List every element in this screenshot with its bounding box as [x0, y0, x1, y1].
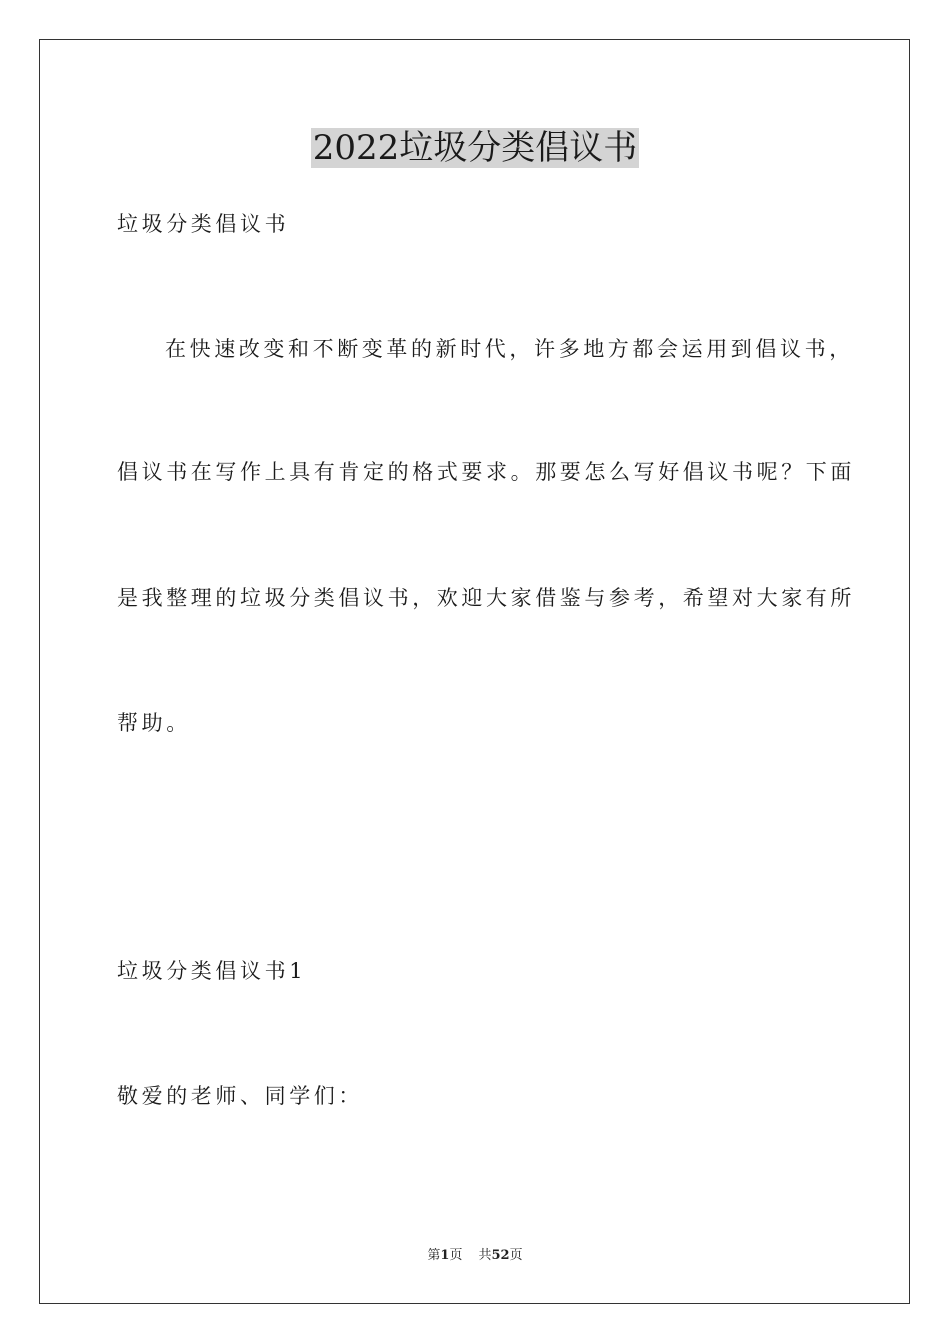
footer-page-prefix: 第 — [427, 1248, 441, 1263]
section-heading: 垃圾分类倡议书1 — [117, 959, 307, 983]
footer-total-prefix: 共 — [478, 1248, 492, 1263]
intro-paragraph-line-2: 倡议书在写作上具有肯定的格式要求。那要怎么写好倡议书呢？下面 — [117, 460, 855, 484]
intro-paragraph-line-1: 在快速改变和不断变革的新时代，许多地方都会运用到倡议书， — [165, 337, 854, 361]
footer-total-suffix: 页 — [509, 1248, 523, 1263]
salutation-line: 敬爱的老师、同学们： — [117, 1084, 363, 1108]
page-footer — [0, 1247, 950, 1265]
document-title-text: 2022垃圾分类倡议书 — [312, 128, 638, 168]
footer-total-pages: 52 — [491, 1248, 510, 1263]
intro-paragraph-line-3: 是我整理的垃圾分类倡议书，欢迎大家借鉴与参考，希望对大家有所 — [117, 586, 855, 610]
footer-page-number: 1 — [440, 1248, 450, 1263]
intro-paragraph-line-4: 帮助。 — [117, 711, 191, 735]
subtitle-line: 垃圾分类倡议书 — [117, 212, 290, 236]
footer-page-suffix: 页 — [449, 1248, 463, 1263]
document-title — [0, 126, 950, 170]
